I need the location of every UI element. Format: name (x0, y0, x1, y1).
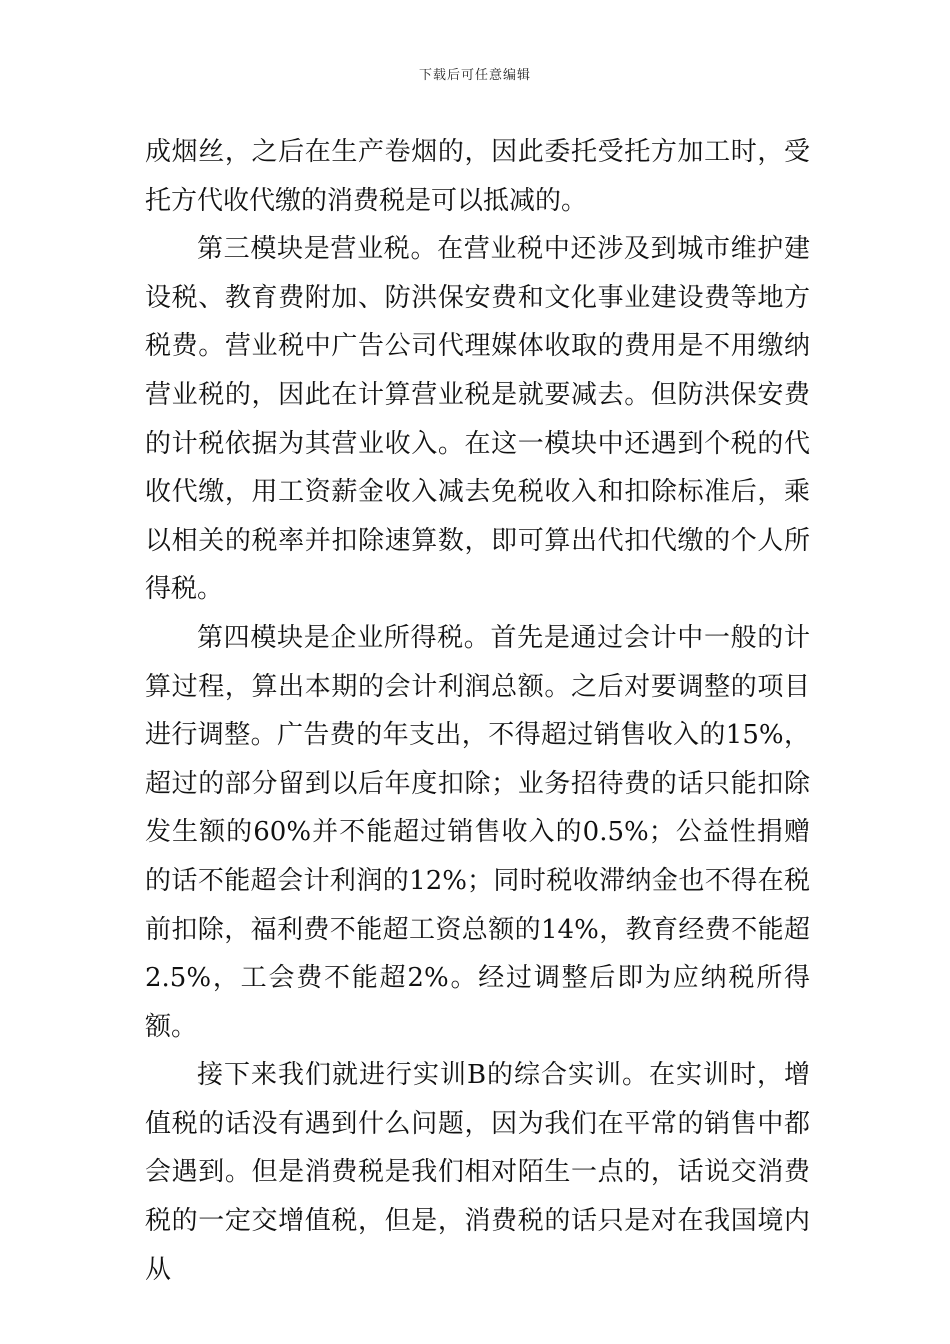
paragraph-3: 第四模块是企业所得税。首先是通过会计中一般的计算过程，算出本期的会计利润总额。之后对要调整的项目进行调整。广告费的年支出，不得超过销售收入的15%，超过的部分留到以后年度扣除；业务招待费的话只能扣除发生额的60%并不能超过销售收入的0.5%；公益性捐赠的话不能超会计利润的12%；同时税收滞纳金也不得在税前扣除，福利费不能超工资总额的14%，教育经费不能超2.5%，工会费不能超2%。经过调整后即为应纳税所得额。 (145, 622, 810, 1042)
page-header: 下载后可任意编辑 (418, 68, 531, 83)
paragraph-1: 成烟丝，之后在生产卷烟的，因此委托受托方加工时，受托方代收代缴的消费税是可以抵减的。 (145, 137, 810, 216)
document-body (145, 128, 810, 1294)
paragraph-4: 接下来我们就进行实训B的综合实训。在实训时，增值税的话没有遇到什么问题，因为我们在平常的销售中都会遇到。但是消费税是我们相对陌生一点的，话说交消费税的一定交增值税，但是，消费税的话只是对在我国境内从 (145, 1060, 810, 1285)
paragraph-2: 第三模块是营业税。在营业税中还涉及到城市维护建设税、教育费附加、防洪保安费和文化事业建设费等地方税费。营业税中广告公司代理媒体收取的费用是不用缴纳营业税的，因此在计算营业税是就要减去。但防洪保安费的计税依据为其营业收入。在这一模块中还遇到个税的代收代缴，用工资薪金收入减去免税收入和扣除标准后，乘以相关的税率并扣除速算数，即可算出代扣代缴的个人所得税。 (145, 234, 810, 605)
